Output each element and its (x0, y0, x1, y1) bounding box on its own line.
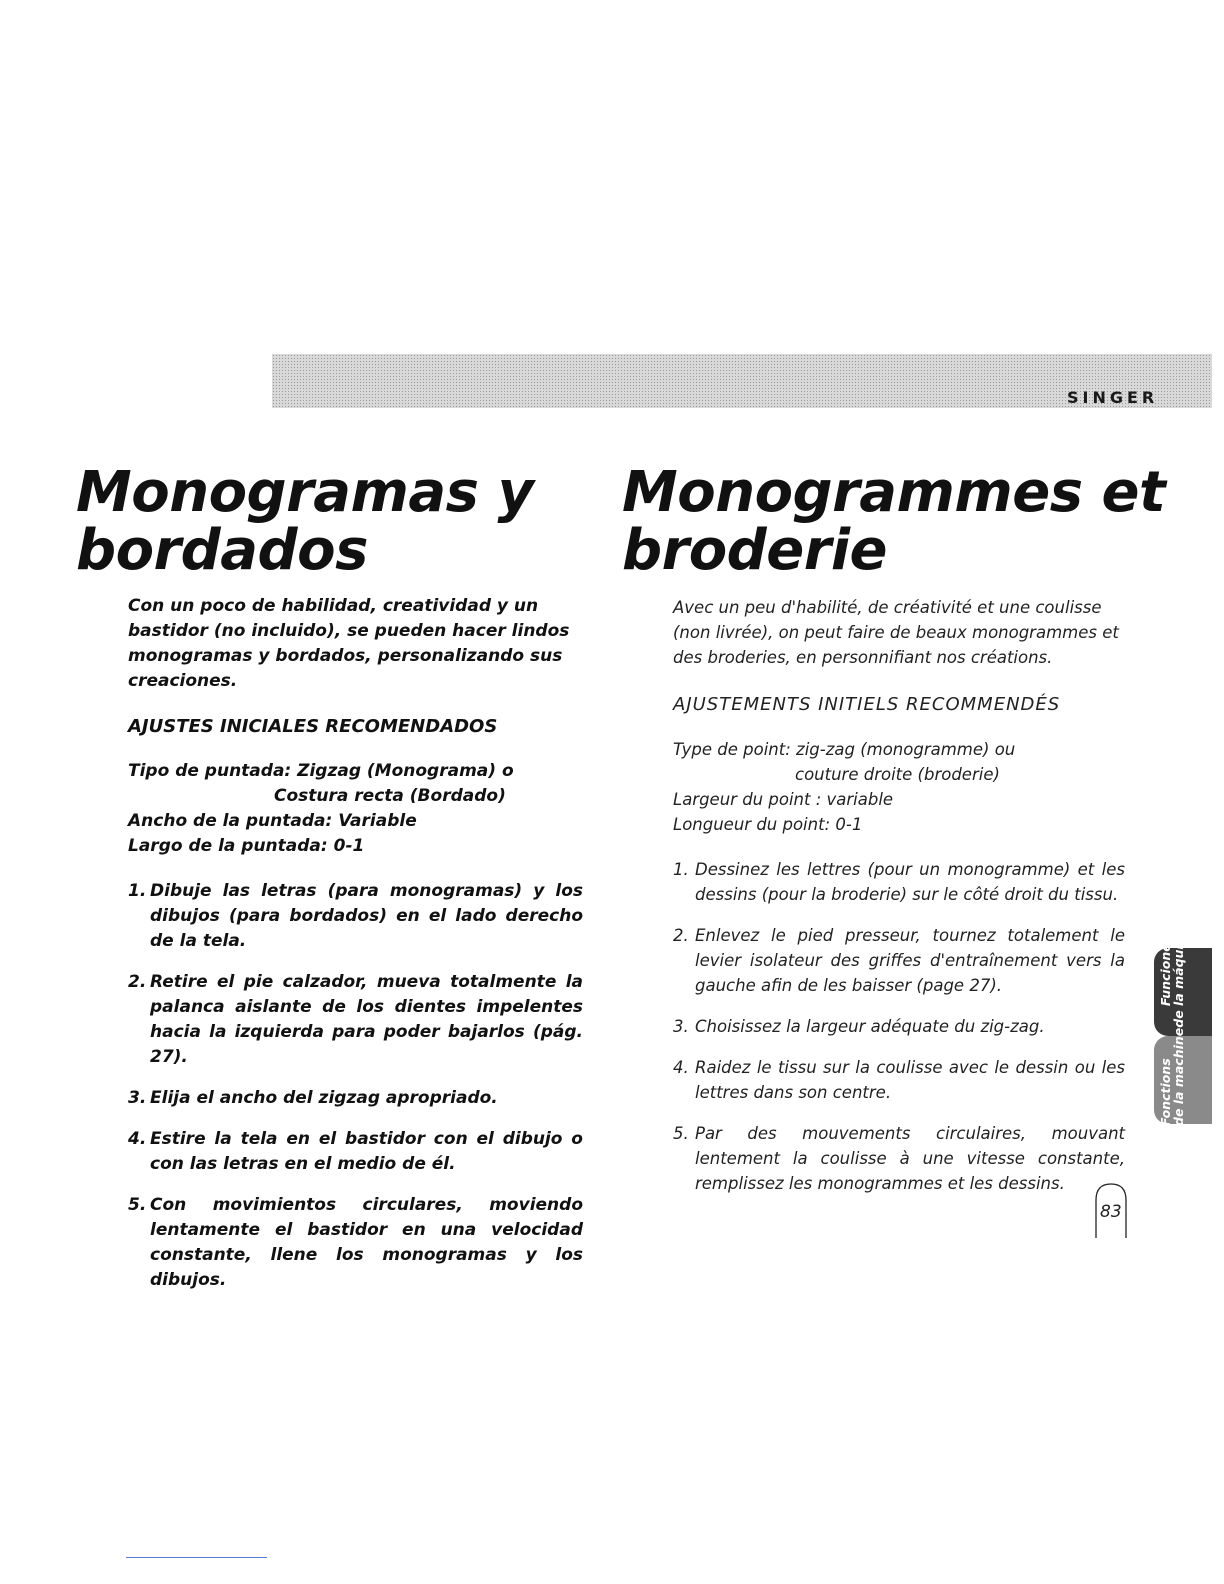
french-stitch-width: Largeur du point : variable (673, 790, 894, 809)
spanish-title (76, 460, 534, 583)
french-settings-heading: AJUSTEMENTS INITIELS RECOMMENDÉS (673, 694, 1061, 715)
french-stitch-length: Longueur du point: 0-1 (673, 815, 863, 834)
spanish-stitch-length: Largo de la puntada: 0-1 (128, 836, 365, 856)
french-settings (673, 737, 1125, 837)
french-title-line2: broderie (622, 518, 888, 583)
spanish-settings (128, 759, 583, 859)
spanish-title-line1: Monogramas y (76, 460, 534, 525)
list-item: 4. Estire la tela en el bastidor con el dibujo o con las letras en el medio de él. (128, 1129, 583, 1174)
spanish-stitch-type-alt: Costura recta (Bordado) (274, 786, 506, 806)
french-stitch-type: Type de point: zig-zag (monogramme) ou (673, 740, 1016, 759)
french-column (673, 595, 1125, 1212)
list-item: 3. Choisissez la largeur adéquate du zig-zag. (673, 1017, 1045, 1036)
list-item: 5. Con movimientos circulares, moviendo lentamente el bastidor en una velocidad constante, llene los monogramas y los dibujos. (128, 1195, 583, 1290)
spanish-title-line2: bordados (76, 518, 368, 583)
list-item: 2. Enlevez le pied presseur, tournez totalement le levier isolateur des griffes d'entraînement vers la gauche afin de les baisser (page 27). (673, 926, 1125, 995)
brand-logo: SINGER (1067, 388, 1159, 407)
french-steps (673, 857, 1125, 1196)
list-item: 5. Par des mouvements circulaires, mouvant lentement la coulisse à une vitesse constante, remplissez les monogrammes et les dessins. (673, 1124, 1125, 1193)
spanish-settings-heading: AJUSTES INICIALES RECOMENDADOS (128, 716, 498, 737)
spanish-intro: Con un poco de habilidad, creatividad y un bastidor (no incluido), se pueden hacer lindos monogramas y bordados, personalizando sus creaciones. (128, 596, 570, 691)
page-number-badge (1094, 1182, 1128, 1238)
footer-line (126, 1557, 267, 1558)
french-title-line1: Monogrammes et (622, 460, 1166, 525)
page-number: 83 (1100, 1202, 1122, 1222)
spanish-stitch-type: Tipo de puntada: Zigzag (Monograma) o (128, 761, 514, 781)
list-item: 1. Dibuje las letras (para monogramas) y los dibujos (para bordados) en el lado derecho de la tela. (128, 881, 583, 951)
list-item: 2. Retire el pie calzador, mueva totalmente la palanca aislante de los dientes impelentes hacia la izquierda para poder bajarlos (pág. 27). (128, 972, 583, 1067)
spanish-column (128, 594, 583, 1309)
list-item: 4. Raidez le tissu sur la coulisse avec le dessin ou les lettres dans son centre. (673, 1058, 1125, 1102)
french-title (622, 460, 1166, 583)
spanish-steps (128, 879, 583, 1293)
french-stitch-type-alt: couture droite (broderie) (795, 765, 1000, 784)
french-intro: Avec un peu d'habilité, de créativité et une coulisse (non livrée), on peut faire de beaux monogrammes et des broderies, en personnifiant nos créations. (673, 598, 1119, 667)
list-item: 3. Elija el ancho del zigzag apropriado. (128, 1088, 498, 1108)
list-item: 1. Dessinez les lettres (pour un monogramme) et les dessins (pour la broderie) sur le côté droit du tissu. (673, 860, 1125, 904)
spanish-stitch-width: Ancho de la puntada: Variable (128, 811, 417, 831)
section-tab-label: Fonctions Funciones de la machinede la máquina (1158, 927, 1186, 1126)
